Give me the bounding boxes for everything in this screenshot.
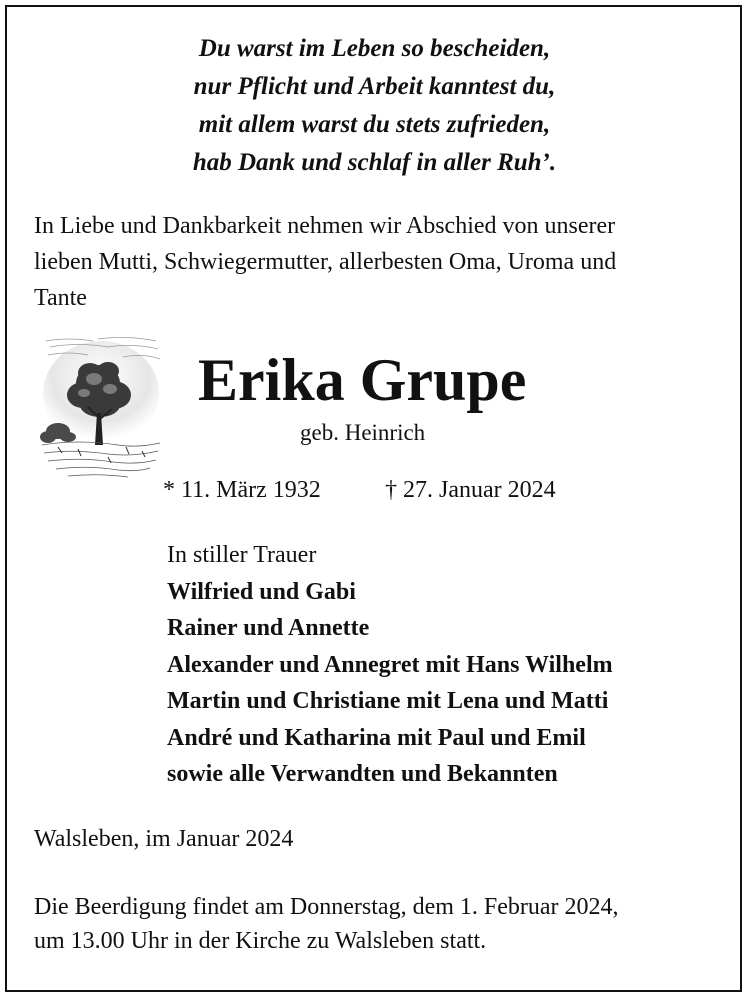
tree-landscape-icon bbox=[38, 333, 164, 483]
birth-date: * 11. März 1932 bbox=[163, 477, 321, 503]
maiden-name: geb. Heinrich bbox=[300, 420, 426, 445]
death-date: † 27. Januar 2024 bbox=[385, 477, 556, 503]
mourner-family: André und Katharina mit Paul und Emil bbox=[167, 724, 586, 751]
mourner-family: sowie alle Verwandten und Bekannten bbox=[167, 761, 558, 787]
place-date: Walsleben, im Januar 2024 bbox=[34, 826, 294, 852]
poem-line: Du warst im Leben so bescheiden, bbox=[198, 35, 551, 62]
funeral-line: Die Beerdigung findet am Donnerstag, dem 1. Februar 2024, bbox=[34, 894, 619, 920]
poem-line: nur Pflicht und Arbeit kanntest du, bbox=[193, 73, 556, 100]
intro-line: In Liebe und Dankbarkeit nehmen wir Abschied von unserer bbox=[34, 213, 616, 239]
poem-line: hab Dank und schlaf in aller Ruh’. bbox=[192, 149, 557, 176]
mourner-family: Rainer und Annette bbox=[167, 615, 370, 641]
memorial-poem bbox=[0, 30, 749, 182]
mourner-family: Martin und Christiane mit Lena und Matti bbox=[167, 688, 609, 714]
deceased-name: Erika Grupe bbox=[198, 347, 527, 413]
intro-text bbox=[34, 208, 724, 316]
mourner-family: Wilfried und Gabi bbox=[167, 578, 356, 605]
funeral-notice bbox=[34, 890, 619, 958]
mourner-family: Alexander und Annegret mit Hans Wilhelm bbox=[167, 651, 613, 678]
mourners-lead: In stiller Trauer bbox=[167, 542, 317, 568]
poem-line: mit allem warst du stets zufrieden, bbox=[198, 111, 551, 138]
mourners-list bbox=[167, 537, 613, 793]
funeral-line: um 13.00 Uhr in der Kirche zu Walsleben statt. bbox=[34, 928, 487, 954]
intro-line: lieben Mutti, Schwiegermutter, allerbesten Oma, Uroma und bbox=[34, 249, 617, 275]
intro-line: Tante bbox=[34, 285, 87, 311]
